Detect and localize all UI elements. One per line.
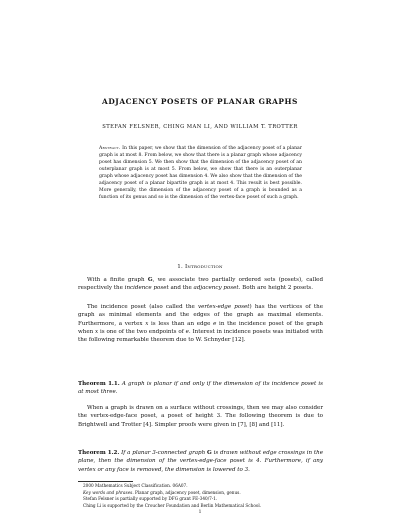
graph-symbol: G <box>207 450 212 456</box>
footnote-divider <box>78 481 133 482</box>
math-symbol: e <box>213 320 217 327</box>
text-run: is less than an edge <box>148 320 214 327</box>
section-heading <box>0 264 400 270</box>
term-adjacency-poset: adjacency poset <box>193 285 239 292</box>
footnote-msc: 2000 Mathematics Subject Classification. 06A07. <box>83 483 188 488</box>
intro-paragraph-1 <box>78 276 323 293</box>
section-number: 1. <box>177 264 183 270</box>
section-title: Introduction <box>184 264 223 270</box>
term-vertex-edge-poset: vertex-edge poset <box>197 304 250 310</box>
text-run: ) has the vertices of the graph as minimal elements and the edges of the graph as maximal elements. Furthermore, a vertex <box>78 304 323 327</box>
theorem-statement: A graph is planar if and only if the dimension of its incidence poset is at most three. <box>78 381 324 396</box>
text-run: is one of the two endpoints of <box>98 328 186 335</box>
intro-paragraph-2 <box>78 303 323 344</box>
text-run: . Both are height 2 posets. <box>238 285 314 292</box>
term-incidence-poset: incidence poset <box>124 285 169 292</box>
footnote-grant-felsner: Stefan Felsner is partially supported by DFG grant FE-340/7-1. <box>83 496 218 502</box>
text-run: , we associate two partially ordered sets (posets), called respectively the <box>78 277 323 292</box>
graph-symbol: G <box>147 277 153 283</box>
text-run: is drawn without edge crossings in the plane, then the dimension of the vertex-edge-face poset is 4. Furthermore, if any vertex or any face is removed, the dimension is lowered to 3. <box>78 450 324 473</box>
math-symbol: x <box>145 320 149 327</box>
text-run: in the incidence poset of the graph when <box>78 320 323 335</box>
text-run: and the <box>168 285 194 292</box>
footnote-keywords <box>78 490 323 497</box>
intro-paragraph-3: When a graph is drawn on a surface without crossings, then we may also consider the vertex-edge-face poset, a poset of height 3. The following theorem is due to Brightwell and Trotter [4]. Simpler proofs were given in [7], [8] and [11]. <box>78 405 323 428</box>
theorem-1-2 <box>78 449 323 474</box>
abstract <box>99 145 302 201</box>
theorem-label: Theorem 1.2. <box>78 450 120 456</box>
page-number: 1 <box>198 510 202 515</box>
footnotes <box>78 483 323 510</box>
abstract-text: In this paper, we show that the dimension of the adjacency poset of a planar graph is at most 8. From below, we show that there is a planar graph whose adjacency poset has dimension 5. We then show that the dimension of the adjacency poset of an outerplanar graph is at most 5. From below, we show that there is an outerplanar graph whose adjacency poset has dimension 4. We also show that the dimension of the adjacency poset of a planar bipartite graph is at most 4. This result is best possible. More generally, the dimension of the adjacency poset of a graph is bounded as a function of its genus and so is the dimension of the vertex-face poset of such a graph. <box>99 146 302 201</box>
text-run: With a finite graph <box>87 277 148 283</box>
text-run: If a planar 3-connected graph <box>121 450 207 456</box>
keywords-label: Key words and phrases. <box>83 489 134 495</box>
math-symbol: e <box>185 328 189 335</box>
text-run: . Interest in incidence posets was initiated with the following remarkable theorem due to W. Schnyder [12]. <box>78 328 323 343</box>
abstract-label: Abstract. <box>99 146 121 151</box>
footnote-grant-li: Ching Li is supported by the Croucher Foundation and Berlin Mathematical School. <box>83 503 262 509</box>
keywords-text: Planar graph, adjacency poset, dimension, genus. <box>133 489 241 495</box>
math-symbol: x <box>95 328 99 335</box>
text-run: The incidence poset (also called the <box>87 304 198 310</box>
theorem-1-1 <box>78 380 323 397</box>
theorem-label: Theorem 1.1. <box>78 381 120 387</box>
paper-authors: STEFAN FELSNER, CHING MAN LI, AND WILLIAM T. TROTTER <box>102 124 298 130</box>
paper-title: ADJACENCY POSETS OF PLANAR GRAPHS <box>102 97 298 106</box>
